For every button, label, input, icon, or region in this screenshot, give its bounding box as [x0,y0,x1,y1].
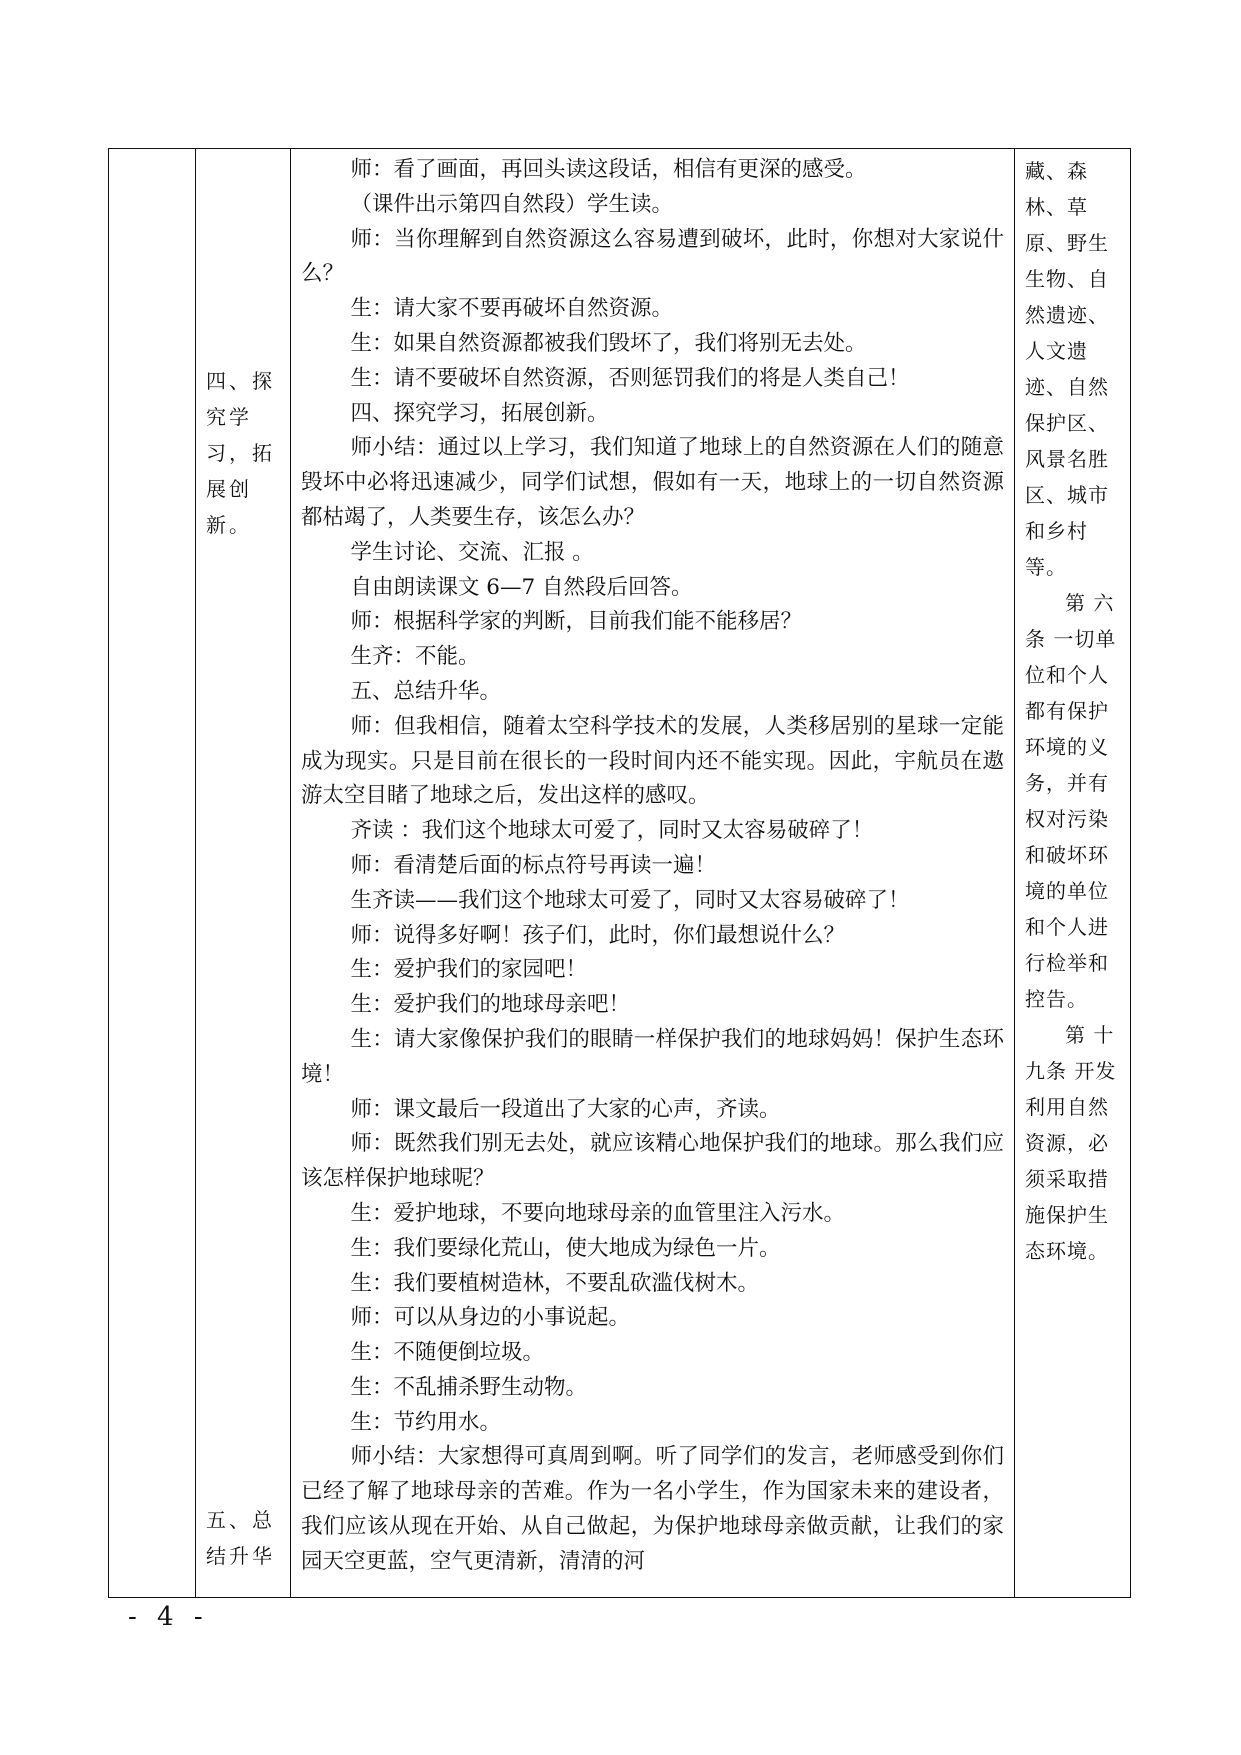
dialogue-paragraph: 师：根据科学家的判断，目前我们能不能移居？ [350,609,802,635]
dialogue-paragraph: 师：但我相信，随着太空科学技术的发展，人类移居别的星球一定能成为现实。只是目前在很长的一段时间内还不能实现。因此，宇航员在遨游太空目睹了地球之后，发出这样的感叹。 [301,713,1004,809]
dialogue-paragraph: 生：爱护我们的家园吧！ [350,957,587,983]
dialogue-paragraph: 生：不随便倒垃圾。 [350,1340,544,1366]
teaching-process-column [291,149,1015,1598]
dialogue-paragraph: 生：请大家像保护我们的眼睛一样保护我们的地球妈妈！保护生态环境！ [301,1026,1004,1087]
dialogue-paragraph: 师：看了画面，再回头读这段话，相信有更深的感受。 [350,157,867,182]
dialogue-paragraph: 师：看清楚后面的标点符号再读一遍！ [350,852,716,878]
dialogue-paragraph: 生：我们要绿化荒山，使大地成为绿色一片。 [350,1235,781,1261]
dialogue-paragraph: 师小结：大家想得可真周到啊。听了同学们的发言，老师感受到你们已经了解了地球母亲的苦难。作为一名小学生，作为国家未来的建设者，我们应该从现在开始、从自己做起，为保护地球母亲做贡献，让我们的家园天空更蓝，空气更清新，清清的河 [301,1444,1004,1574]
notes-column [1015,149,1131,1598]
stage-column [196,149,291,1598]
dialogue-paragraph: 师：可以从身边的小事说起。 [350,1305,630,1331]
dialogue-paragraph: 生齐：不能。 [350,644,480,670]
dialogue-paragraph: 生：不乱捕杀野生动物。 [350,1374,587,1400]
dialogue-paragraph: 齐读 ：我们这个地球太可爱了，同时又太容易破碎了！ [350,818,874,844]
dialogue-paragraph: 师：说得多好啊！孩子们，此时，你们最想说什么？ [350,922,845,948]
dialogue-paragraph: 生：爱护地球，不要向地球母亲的血管里注入污水。 [350,1200,845,1226]
dialogue-paragraph: 自由朗读课文 6—7 自然段后回答。 [350,574,693,600]
dialogue-paragraph: 生：我们要植树造林，不要乱砍滥伐树木。 [350,1270,759,1296]
dialogue-paragraph: 师：课文最后一段道出了大家的心声，齐读。 [350,1096,781,1122]
dialogue-paragraph: 四、探究学习，拓展创新。 [350,400,609,426]
note-text: 第 六 条 一切单位和个人都有保护环境的义务，并有权对污染和破坏环境的单位和个人进行检举和控告。 [1025,591,1117,1011]
dialogue-paragraph: 生：请不要破坏自然资源，否则惩罚我们的将是人类自己！ [350,365,910,391]
lesson-plan-table [108,148,1131,1598]
dialogue-paragraph: （课件出示第四自然段）学生读。 [350,191,673,217]
dialogue-paragraph: 生齐读——我们这个地球太可爱了，同时又太容易破碎了！ [350,887,910,913]
page-number: - 4 - [128,1602,209,1632]
dialogue-paragraph: 生：如果自然资源都被我们毁坏了，我们将别无去处。 [350,330,867,356]
dialogue-paragraph: 师小结：通过以上学习，我们知道了地球上的自然资源在人们的随意毁坏中必将迅速减少，同学们试想，假如有一天，地球上的一切自然资源都枯竭了，人类要生存，该怎么办？ [301,435,1004,530]
note-text: 藏、森林、草原、野生生物、自然遗迹、人文遗迹、自然保护区、风景名胜区、城市和乡村等。 [1025,159,1109,579]
dialogue-paragraph: 师：既然我们别无去处，就应该精心地保护我们的地球。那么我们应该怎样保护地球呢？ [301,1131,1004,1192]
dialogue-paragraph: 生：节约用水。 [350,1409,501,1435]
dialogue-paragraph: 生：爱护我们的地球母亲吧！ [350,992,630,1018]
table-row [109,149,1131,1598]
note-text: 第 十 九条 开发利用自然资源，必须采取措施保护生态环境。 [1025,1023,1117,1263]
law-notes [1015,149,1130,1269]
teaching-dialogue [291,149,1014,1580]
dialogue-paragraph: 师：当你理解到自然资源这么容易遭到破坏，此时，你想对大家说什么？ [301,226,1004,287]
dialogue-paragraph: 五、总结升华。 [350,678,501,704]
dialogue-paragraph: 生：请大家不要再破坏自然资源。 [350,296,673,322]
empty-first-column [109,149,196,1598]
dialogue-paragraph: 学生讨论、交流、汇报 。 [350,539,594,565]
stage-label-summary: 五、总结升华 [206,1508,275,1568]
stage-label-explore: 四、探究学习，拓展创新。 [206,369,275,537]
